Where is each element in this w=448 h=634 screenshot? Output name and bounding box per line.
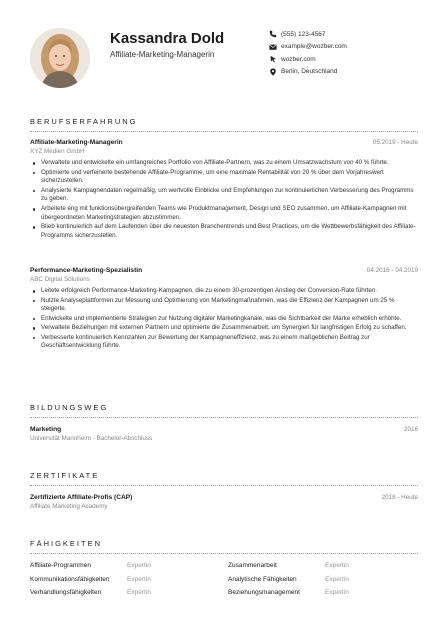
section-title-education: BILDUNGSWEG (30, 403, 109, 412)
bullet-item: Entwickelte und implementierte Strategien zur Nutzung digitaler Marketingkanäle, was die Sichtbarkeit der Marke erheblich erhöhte. (30, 315, 418, 324)
skill-row (30, 576, 418, 590)
contact-location: Berlin, Deutschland (268, 66, 438, 79)
candidate-role: Affiliate-Marketing-Managerin (110, 50, 215, 59)
bullet-item: Verwaltete und entwickelte ein umfangreiches Portfolio von Affiliate-Partnern, was zu einem Umsatzwachstum von 40 % führte. (30, 159, 418, 168)
skill-row (30, 562, 418, 576)
map-pin-icon (268, 67, 277, 76)
section-title-experience: BERUFSERFAHRUNG (30, 117, 138, 126)
section-divider (30, 131, 418, 132)
skill-level: Expertin (325, 562, 349, 569)
section-title-skills: FÄHIGKEITEN (30, 539, 103, 548)
certificate-date: 2018 - Heute (381, 494, 418, 501)
education-entry (30, 426, 418, 444)
certificate-issuer: Affiliate Marketing Academy (30, 503, 108, 510)
resume-header (0, 0, 448, 100)
skill-level: Expertin (325, 589, 349, 596)
skill-level: Expertin (325, 575, 349, 583)
skill-level: Expertin (127, 575, 151, 583)
contact-phone: (555) 123-4567 (268, 28, 438, 41)
contact-list (268, 28, 438, 78)
degree-title: Marketing (30, 426, 62, 433)
certificate-entry (30, 494, 418, 512)
skill-level: Expertin (127, 562, 151, 569)
skill-name: Affiliate-Programmen (30, 562, 91, 569)
job-date: 05.2019 - Heute (372, 139, 418, 146)
bullet-item: Leitete erfolgreich Performance-Marketing-Kampagnen, die zu einem 30-prozentigen Anstieg der Conversion-Rate führten. (30, 287, 418, 296)
skill-name: Kommunikationsfähigkeiten (30, 575, 110, 583)
experience-entry-1 (30, 139, 418, 241)
job-bullets (30, 159, 418, 241)
job-date: 04.2016 - 04.2019 (366, 267, 418, 274)
contact-website: wozber.com (268, 53, 438, 66)
cursor-icon (268, 55, 277, 64)
job-title: Performance-Marketing-Spezialistin (30, 267, 143, 274)
section-divider (30, 553, 418, 554)
certificate-title: Zertifizierte Affiliate-Profis (CAP) (30, 494, 133, 501)
education-date: 2016 (403, 426, 418, 433)
skill-level: Expertin (127, 589, 151, 596)
skill-name: Beziehungsmanagement (228, 589, 300, 596)
candidate-name: Kassandra Dold (110, 30, 225, 47)
job-title: Affiliate-Marketing-Managerin (30, 139, 123, 146)
bullet-item: Optimierte und verfeinerte bestehende Affiliate-Programme, um eine maximale Rentabilität von 20 % über dem Vorjahreswert sicherzustellen. (30, 169, 418, 186)
skill-row (30, 589, 418, 603)
company-name: ABC Digital Solutions (30, 276, 90, 283)
experience-entry-2 (30, 267, 418, 352)
envelope-icon (268, 42, 277, 51)
bullet-item: Analysierte Kampagnendaten regelmäßig, um wertvolle Einblicke und Empfehlungen zur kontinuierlichen Verbesserung des Programms zu geben. (30, 187, 418, 204)
skill-name: Verhandlungsfähigkeiten (30, 589, 102, 596)
section-divider (30, 485, 418, 486)
skills-list (30, 562, 418, 603)
company-name: XYZ Medien GmbH (30, 148, 85, 155)
avatar (30, 28, 90, 88)
section-title-certificates: ZERTIFIKATE (30, 471, 100, 480)
phone-icon (268, 30, 277, 39)
bullet-item: Verwaltete Beziehungen mit externen Partnern und optimierte die Zusammenarbeit, um Synergien für langfristigen Erfolg zu schaffen. (30, 324, 418, 333)
job-bullets (30, 287, 418, 351)
bullet-item: Arbeitete eng mit funktionsübergreifenden Teams wie Produktmanagement, Design und SEO zusammen, um Affiliate-Kampagnen mit übergeordneten Marketingstrategien abzustimmen. (30, 205, 418, 222)
school-name: Universität Mannheim - Bachelor-Abschluss (30, 435, 153, 442)
skill-name: Analytische Fähigkeiten (228, 575, 297, 583)
bullet-item: Blieb kontinuierlich auf dem Laufenden über die neuesten Branchentrends und Best Practices, um die Wettbewerbsfähigkeit des Affiliate-Programms sicherzustellen. (30, 223, 418, 240)
skill-name: Zusammenarbeit (228, 562, 277, 569)
profile-photo (30, 28, 90, 88)
bullet-item: Verbesserte kontinuierlich Kennzahlen zur Bewertung der Kampagneneffizienz, was zu einem maßgeblichen Beitrag zur Geschäftsentwicklung führte. (30, 334, 418, 351)
section-divider (30, 417, 418, 418)
contact-email: example@wozber.com (268, 41, 438, 54)
bullet-item: Nutzte Analyseplattformen zur Messung und Optimierung von Marketingmaßnahmen, was die Effizienz der Kampagnen um 25 % steigerte. (30, 297, 418, 314)
